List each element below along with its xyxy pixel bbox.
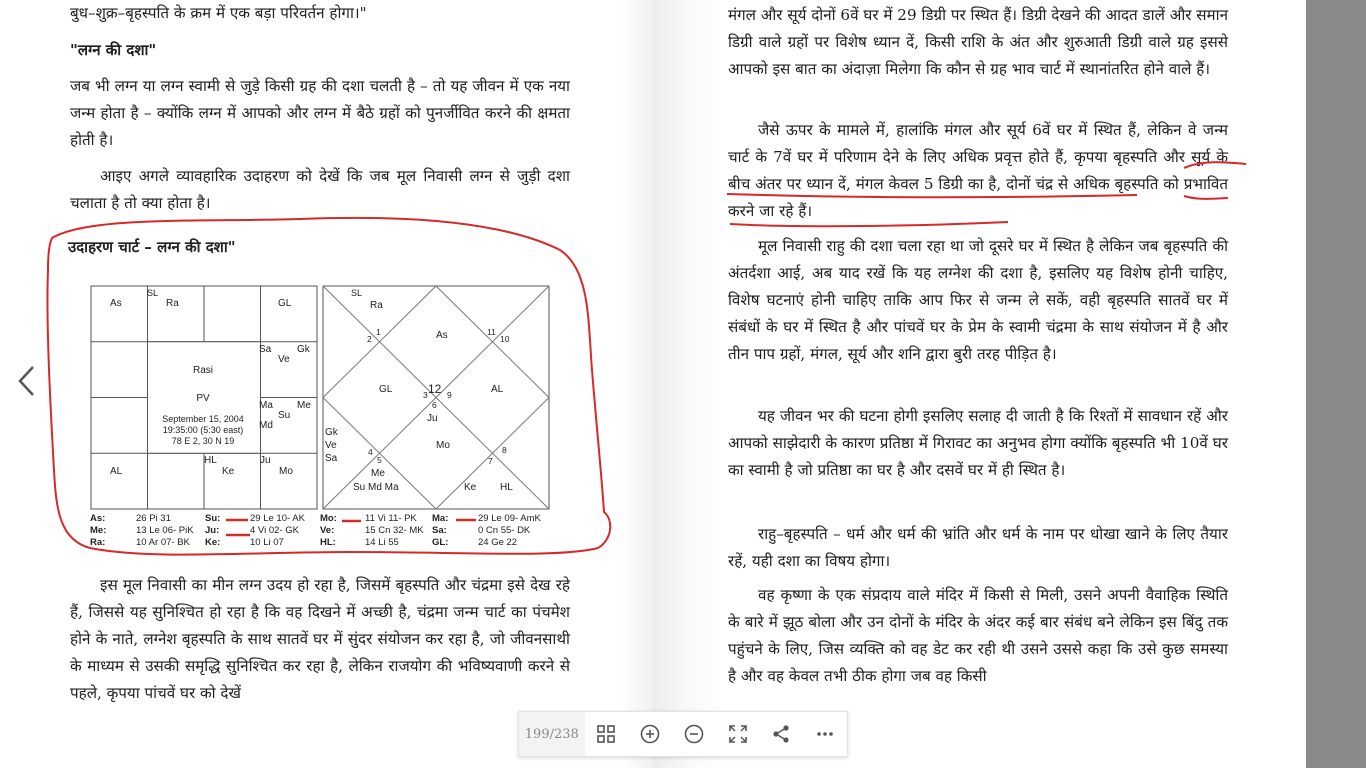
north-chart-text: 9 bbox=[447, 390, 452, 400]
rasi-cell-text: As bbox=[110, 298, 122, 309]
legend-value: 0 Cn 55- DK bbox=[478, 525, 531, 536]
zoom-out-icon bbox=[683, 723, 705, 745]
legend-value: 29 Le 09- AmK bbox=[478, 513, 541, 524]
red-underline-mark bbox=[1184, 196, 1228, 199]
grid-icon bbox=[596, 724, 616, 744]
north-chart-text: GL bbox=[379, 384, 393, 395]
north-chart-text: 1 bbox=[376, 327, 381, 337]
viewer-toolbar bbox=[518, 711, 848, 757]
north-chart-text: Sa bbox=[325, 453, 338, 464]
rasi-center-sub: PV bbox=[196, 393, 210, 404]
more-options-button[interactable] bbox=[803, 712, 847, 756]
right-para-6: वह कृष्णा के एक संप्रदाय वाले मंदिर में किसी से मिली, उसने अपनी वैवाहिक स्थिति के बारे में झूठ बोला और उन दोनों के मंदिर के अंदर कई बार संबंध बने लेकिन इस बिंदु तक पहुंचने के लिए, जिस व्यक्ति को वह डेट कर रही थी उसने उससे कहा कि उसे कुछ समस्या है और वह केवल तभी ठीक होगा जब वह किसी bbox=[728, 586, 1228, 685]
legend-key: Ke: bbox=[205, 537, 221, 548]
north-chart-text: 8 bbox=[502, 445, 507, 455]
north-chart-text: Su Md Ma bbox=[353, 482, 399, 493]
north-chart-text: 10 bbox=[500, 334, 510, 344]
rasi-cell-text: Ve bbox=[278, 354, 290, 365]
legend-key: Ma: bbox=[432, 513, 449, 524]
rasi-cell-text: AL bbox=[110, 466, 123, 477]
legend-row bbox=[90, 513, 560, 525]
north-chart-text: HL bbox=[500, 482, 513, 493]
rasi-cell-text: SL bbox=[147, 288, 159, 298]
legend-value: 29 Le 10- AK bbox=[250, 513, 305, 524]
rasi-cell-text: Gk bbox=[297, 344, 310, 355]
legend-key: GL: bbox=[432, 537, 449, 548]
legend-key: Su: bbox=[205, 513, 221, 524]
north-chart-text: Mo bbox=[436, 440, 450, 451]
legend-value: 10 Li 07 bbox=[250, 537, 284, 548]
north-chart-text: Gk bbox=[325, 427, 338, 438]
north-chart-text: 7 bbox=[488, 456, 493, 466]
right-annotations bbox=[652, 0, 1306, 240]
rasi-cell-text: Mo bbox=[279, 466, 293, 477]
share-button[interactable] bbox=[760, 712, 804, 756]
north-chart-text: Me bbox=[371, 468, 385, 479]
left-top-line: बुध–शुक्र–बृहस्पति के क्रम में एक बड़ा परिवर्तन होगा।" bbox=[70, 4, 367, 22]
north-chart-text: 5 bbox=[377, 455, 382, 465]
right-para-2: जैसे ऊपर के मामले में, हालांकि मंगल और सूर्य 6वें घर में स्थित हैं, लेकिन वे जन्म चार्ट के 7वें घर में परिणाम देने के लिए अधिक प्रवृत्त होते हैं, कृपया बृहस्पति और सूर्य के बीच अंतर पर ध्यान दें, मंगल केवल 5 डिग्री का है, दोनों चंद्र से अधिक बृहस्पति को प्रभावित करने जा रहे हैं। bbox=[728, 121, 1228, 220]
chart-heading: उदाहरण चार्ट – लग्न की दशा" bbox=[68, 238, 236, 256]
zoom-in-button[interactable] bbox=[628, 712, 672, 756]
right-para-5: राहु–बृहस्पति – धर्म और धर्म की भ्रांति और धर्म के नाम पर धोखा खाने के लिए तैयार रहें, यही दशा का विषय होगा। bbox=[728, 525, 1228, 570]
rasi-cell-text: Ju bbox=[260, 455, 271, 466]
zoom-in-icon bbox=[639, 723, 661, 745]
legend-key: Ju: bbox=[205, 525, 220, 536]
rasi-date: September 15, 2004 bbox=[162, 414, 244, 424]
rasi-coords: 78 E 2, 30 N 19 bbox=[171, 436, 235, 446]
left-page bbox=[0, 0, 652, 768]
north-chart-text: Ju bbox=[427, 413, 438, 424]
left-para-3: इस मूल निवासी का मीन लग्न उदय हो रहा है, जिसमें बृहस्पति और चंद्रमा इसे देख रहे हैं, जिससे यह सुनिश्चित हो रहा है कि वह दिखने में अच्छी है, चंद्रमा जन्म चार्ट का पंचमेश होने के नाते, लग्नेश बृहस्पति के साथ सातवें घर में सुंदर संयोजन कर रहा है, जो जीवनसाथी के माध्यम से उसकी समृद्धि सुनिश्चित कर रहा है, लेकिन राजयोग की भविष्यवाणी करने से पहले, कृपया पांचवें घर को देखें bbox=[70, 576, 570, 702]
rasi-cell-text: Ra bbox=[166, 298, 179, 309]
red-underline-mark bbox=[1184, 162, 1246, 168]
legend-value: 26 Pi 31 bbox=[136, 513, 171, 524]
north-chart-text: 2 bbox=[367, 334, 372, 344]
rasi-time: 19:35:00 (5:30 east) bbox=[162, 425, 244, 435]
rasi-chart bbox=[91, 286, 317, 509]
left-para-2: आइए अगले व्यावहारिक उदाहरण को देखें कि जब मूल निवासी लग्न से जुड़ी दशा चलाता है तो क्या होता है। bbox=[70, 167, 570, 212]
rasi-cell-text: Sa bbox=[259, 344, 272, 355]
right-para-1: मंगल और सूर्य दोनों 6वें घर में 29 डिग्री पर स्थित हैं। डिग्री देखने की आदत डालें और समान डिग्री वाले ग्रहों पर विशेष ध्यान दें, किसी राशि के अंत और शुरुआती डिग्री वाले ग्रह इससे आपको इस बात का अंदाज़ा मिलेगा कि कौन से ग्रह भाव चार्ट में स्थानांतरित होने वाले हैं। bbox=[728, 6, 1228, 78]
north-chart-text: 6 bbox=[432, 400, 437, 410]
legend-key: Me: bbox=[90, 525, 107, 536]
legend-value: 14 Li 55 bbox=[365, 537, 399, 548]
north-chart-text: SL bbox=[351, 288, 363, 298]
share-icon bbox=[771, 724, 791, 744]
page-indicator[interactable]: 199/238 bbox=[519, 712, 585, 756]
legend-value: 10 Ar 07- BK bbox=[136, 537, 190, 548]
north-chart-text: Ve bbox=[325, 440, 337, 451]
legend-value: 4 Vi 02- GK bbox=[250, 525, 299, 536]
charts-figure bbox=[0, 0, 652, 570]
legend-value: 11 Vi 11- PK bbox=[365, 513, 417, 524]
zoom-out-button[interactable] bbox=[672, 712, 716, 756]
legend-key: HL: bbox=[320, 537, 336, 548]
right-page bbox=[652, 0, 1306, 768]
right-para-3: मूल निवासी राहु की दशा चला रहा था जो दूसरे घर में स्थित है लेकिन जब बृहस्पति की अंतर्दशा आई, अब याद रखें कि यह लग्नेश की दशा है, इसलिए यह विशेष होनी चाहिए, विशेष घटनाएं होनी चाहिए ताकि आप फिर से जन्म ले सकें, वही बृहस्पति सातवें घर में संबंधों के घर में स्थित है और पांचवें घर के प्रेम के स्वामी चंद्रमा के साथ संयोजन में है और तीन पाप ग्रहों, मंगल, सूर्य और शनि द्वारा बुरी तरह पीड़ित है। bbox=[728, 237, 1228, 363]
north-chart-text: Ke bbox=[464, 482, 477, 493]
legend-key: Mo: bbox=[320, 513, 337, 524]
rasi-cell-text: HL bbox=[204, 455, 217, 466]
legend-value: 24 Ge 22 bbox=[478, 537, 518, 548]
rasi-cell-text: Me bbox=[297, 400, 311, 411]
north-chart-text: Ra bbox=[370, 300, 383, 311]
chevron-left-icon bbox=[15, 363, 39, 399]
red-underline-mark bbox=[727, 194, 1137, 197]
north-chart-text: 3 bbox=[423, 390, 428, 400]
previous-page-button[interactable] bbox=[12, 363, 42, 399]
fullscreen-icon bbox=[728, 724, 748, 744]
rasi-cell-text: Su bbox=[278, 410, 291, 421]
north-chart-text: 12 bbox=[428, 382, 442, 396]
rasi-cell-text: Ma bbox=[259, 400, 273, 411]
right-sidebar bbox=[1306, 0, 1366, 768]
red-underline-mark bbox=[730, 222, 1008, 226]
thumbnails-button[interactable] bbox=[585, 712, 629, 756]
rasi-cell-text: Md bbox=[259, 420, 273, 431]
more-icon bbox=[815, 724, 835, 744]
left-para-1: जब भी लग्न या लग्न स्वामी से जुड़े किसी ग्रह की दशा चलती है – तो यह जीवन में एक नया जन्म होता है – क्योंकि लग्न में आपको और लग्न में बैठे ग्रहों को पुनर्जीवित करने की क्षमता होती है। bbox=[70, 77, 570, 149]
north-chart-text: AL bbox=[491, 384, 504, 395]
legend-key: Sa: bbox=[432, 525, 447, 536]
right-para-4: यह जीवन भर की घटना होगी इसलिए सलाह दी जाती है कि रिश्तों में सावधान रहें और आपको साझेदारी के कारण प्रतिष्ठा में गिरावट का अनुभव होगा क्योंकि बृहस्पति भी 10वें घर का स्वामी है जो प्रतिष्ठा का घर है और दसवें घर में ही स्थित है। bbox=[728, 407, 1228, 479]
north-chart-text: 11 bbox=[487, 327, 496, 337]
legend-value: 15 Cn 32- MK bbox=[365, 525, 424, 536]
rasi-center-title: Rasi bbox=[192, 365, 214, 376]
north-chart-text: As bbox=[436, 330, 448, 341]
planet-legend bbox=[90, 513, 560, 549]
rasi-cell-text: Ke bbox=[222, 466, 235, 477]
legend-row bbox=[90, 537, 560, 549]
north-indian-chart bbox=[323, 286, 549, 509]
lagna-heading: "लग्न की दशा" bbox=[70, 41, 157, 59]
legend-value: 13 Le 06- PiK bbox=[136, 525, 194, 536]
rasi-cell-text: GL bbox=[278, 298, 292, 309]
legend-key: Ve: bbox=[320, 525, 335, 536]
legend-row bbox=[90, 525, 560, 537]
legend-key: As: bbox=[90, 513, 106, 524]
red-circle-annotation bbox=[47, 218, 610, 555]
fullscreen-button[interactable] bbox=[716, 712, 760, 756]
north-chart-text: 4 bbox=[368, 447, 373, 457]
legend-key: Ra: bbox=[90, 537, 106, 548]
